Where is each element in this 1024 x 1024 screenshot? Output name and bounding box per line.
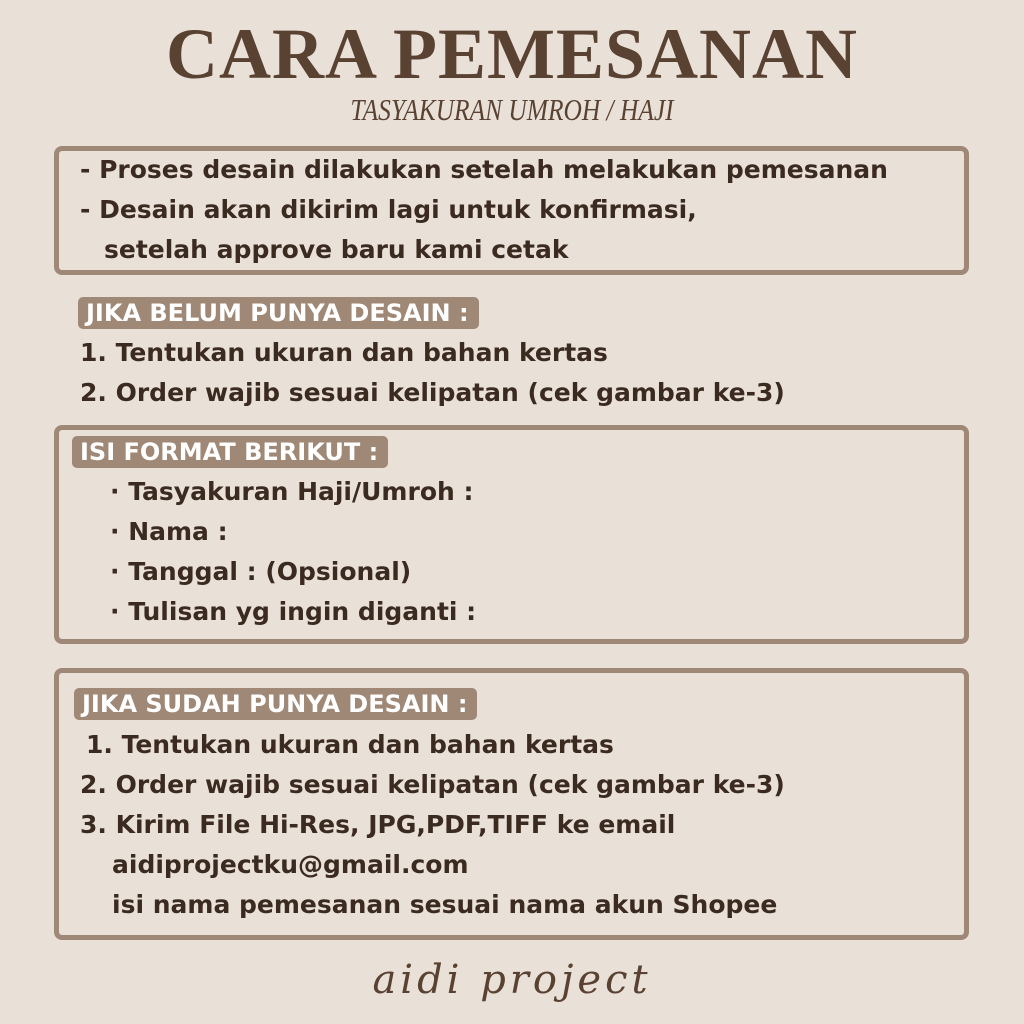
sudah-step-3: 3. Kirim File Hi-Res, JPG,PDF,TIFF ke email (80, 810, 676, 839)
intro-line-3: setelah approve baru kami cetak (104, 235, 569, 264)
belum-step-1: 1. Tentukan ukuran dan bahan kertas (80, 338, 608, 367)
page-title: CARA PEMESANAN (165, 14, 859, 94)
sudah-note: isi nama pemesanan sesuai nama akun Shopee (112, 890, 778, 919)
sudah-desain-tag: JIKA SUDAH PUNYA DESAIN : (74, 688, 477, 720)
format-item-3: · Tanggal : (Opsional) (110, 557, 412, 586)
sudah-step-2: 2. Order wajib sesuai kelipatan (cek gambar ke-3) (80, 770, 785, 799)
format-tag: ISI FORMAT BERIKUT : (72, 436, 388, 468)
format-item-1: · Tasyakuran Haji/Umroh : (110, 477, 474, 506)
page-subtitle: TASYAKURAN UMROH / HAJI (350, 92, 674, 127)
intro-line-1: - Proses desain dilakukan setelah melakukan pemesanan (80, 155, 888, 184)
format-item-2: · Nama : (110, 517, 228, 546)
format-item-4: · Tulisan yg ingin diganti : (110, 597, 477, 626)
brand-signature: aidi project (372, 957, 652, 1003)
belum-desain-tag: JIKA BELUM PUNYA DESAIN : (78, 297, 479, 329)
sudah-email: aidiprojectku@gmail.com (112, 850, 469, 879)
sudah-step-1: 1. Tentukan ukuran dan bahan kertas (86, 730, 614, 759)
intro-line-2: - Desain akan dikirim lagi untuk konfirmasi, (80, 195, 697, 224)
belum-step-2: 2. Order wajib sesuai kelipatan (cek gambar ke-3) (80, 378, 785, 407)
